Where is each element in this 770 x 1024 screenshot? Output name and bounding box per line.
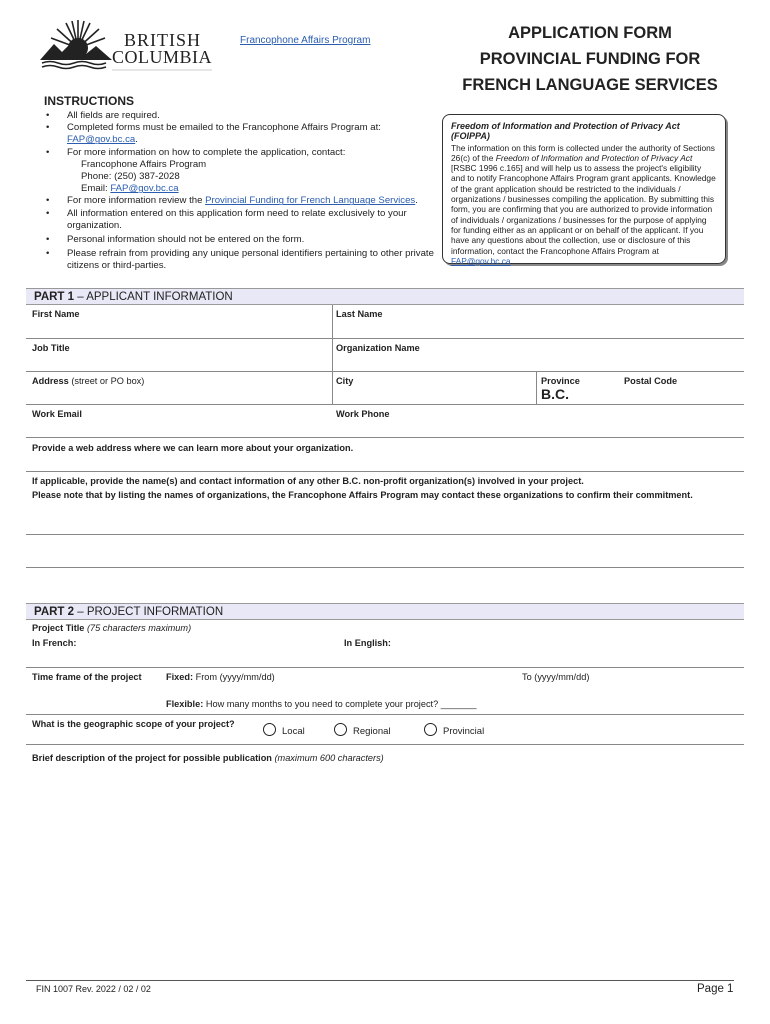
flexible-label-text: Flexible: [166, 699, 204, 709]
foippa-heading: Freedom of Information and Protection of Privacy Act (FOIPPA) [451, 121, 680, 142]
other-orgs-field[interactable] [30, 505, 740, 565]
divider [26, 437, 744, 438]
contact-email [44, 183, 434, 195]
city-field[interactable] [336, 388, 532, 402]
instruction-text: Please refrain from providing any unique personal identifiers pertaining to other private citizens or third-parties. [67, 248, 434, 272]
instruction-text: All fields are required. [67, 110, 160, 121]
province-label: Province [541, 376, 580, 386]
divider [332, 305, 333, 405]
contact-name [44, 159, 434, 171]
postal-code-label: Postal Code [624, 376, 678, 386]
job-title-field[interactable] [30, 355, 328, 369]
scope-provincial-radio[interactable] [424, 723, 437, 736]
part1-num: PART 1 [34, 291, 75, 303]
instruction-item: • For more information review the Provincial Funding for French Language Services. [44, 195, 434, 207]
scope-regional-label: Regional [353, 726, 391, 737]
address-hint: (street or PO box) [68, 376, 145, 386]
divider [26, 714, 744, 715]
logo-text-columbia: COLUMBIA [112, 47, 213, 67]
instruction-item [44, 208, 434, 232]
work-phone-label: Work Phone [336, 409, 390, 419]
fixed-label-text: Fixed: [166, 672, 194, 682]
fixed-to-label: To (yyyy/mm/dd) [522, 672, 590, 682]
title-line-1: APPLICATION FORM [508, 24, 672, 42]
contact-email-label: Email: [81, 183, 111, 195]
page-number: Page 1 [697, 983, 734, 995]
brief-desc-label-text: Brief description of the project for possible publication [32, 753, 272, 763]
title-line-3: FRENCH LANGUAGE SERVICES [462, 76, 718, 94]
address-label [32, 376, 144, 386]
brief-desc-field[interactable] [30, 768, 740, 968]
divider [26, 404, 744, 405]
foippa-text-post: [RSBC 1996 c.165] and will help us to assess the project's eligibility and to notify Francophone Affairs Program grant applicants. Knowledge of the grant application should be restricted to the individuals / organizations / businesses compiling the application. By submitting this form, you are confirming that you are authorized to provide information of individuals / organizations / businesses for the purpose of applying for funding either as an applicant or on behalf of the applicant. If you have any questions about the collection, use or disclosure of this information, contact the Francophone Affairs Program at [451, 163, 716, 256]
foippa-email-link[interactable]: FAP@gov.bc.ca [451, 255, 511, 266]
web-address-label: Provide a web address where we can learn more about your organization. [32, 443, 354, 453]
work-email-label: Work Email [32, 409, 82, 419]
contact-name-text: Francophone Affairs Program [81, 158, 207, 170]
funding-info-link[interactable]: Provincial Funding for French Language Services [205, 195, 416, 207]
web-address-field[interactable] [30, 455, 740, 469]
address-field[interactable] [30, 388, 328, 402]
instruction-text: For more information on how to complete the application, contact: [67, 146, 346, 158]
scope-question: What is the geographic scope of your project? [32, 719, 235, 729]
project-title-label-text: Project Title [32, 623, 85, 633]
instruction-text: All information entered on this application form need to relate exclusively to your organization. [67, 207, 407, 231]
instruction-item [44, 110, 434, 122]
last-name-field[interactable] [336, 322, 740, 336]
foippa-act-name: Freedom of Information and Protection of Privacy Act [495, 152, 693, 163]
city-label: City [336, 376, 354, 386]
part2-title: – PROJECT INFORMATION [74, 606, 224, 618]
title-english-field[interactable] [344, 650, 740, 664]
contact-phone-text: Phone: (250) 387-2028 [81, 171, 180, 183]
form-title [440, 20, 740, 98]
first-name-label: First Name [32, 309, 80, 319]
brief-desc-hint: (maximum 600 characters) [274, 753, 384, 763]
divider [26, 567, 744, 568]
contact-email-link[interactable]: FAP@gov.bc.ca [110, 183, 179, 195]
last-name-label: Last Name [336, 309, 383, 319]
part1-title: – APPLICANT INFORMATION [74, 291, 233, 303]
fixed-from-label: From (yyyy/mm/dd) [195, 672, 275, 682]
scope-regional-radio[interactable] [334, 723, 347, 736]
foippa-text [451, 143, 717, 267]
time-frame-label: Time frame of the project [32, 672, 142, 682]
divider [536, 372, 537, 405]
foippa-box [442, 114, 726, 264]
province-value: B.C. [541, 386, 569, 402]
to-date-field[interactable] [600, 670, 740, 684]
other-orgs-note: Please note that by listing the names of organizations, the Francophone Affairs Program may contact these organizations to confirm their commitment. [32, 490, 693, 500]
flexible-label [166, 699, 477, 709]
months-field[interactable] [452, 697, 490, 711]
fixed-label [166, 672, 275, 682]
scope-local-radio[interactable] [263, 723, 276, 736]
org-name-label: Organization Name [336, 343, 420, 353]
first-name-field[interactable] [30, 322, 328, 336]
scope-provincial-label: Provincial [443, 726, 485, 737]
foippa-end: . [510, 255, 513, 266]
title-french-field[interactable] [30, 650, 336, 664]
org-name-field[interactable] [336, 355, 740, 369]
other-orgs-label: If applicable, provide the name(s) and contact information of any other B.C. non-profit organization(s) involved in your project. [32, 476, 584, 486]
brief-desc-label [32, 753, 384, 763]
job-title-label: Job Title [32, 343, 70, 353]
instruction-item [44, 234, 434, 246]
flexible-question: How many months to you need to complete your project? _______ [205, 699, 477, 709]
instruction-text: Personal information should not be entered on the form. [67, 234, 305, 246]
postal-code-field[interactable] [624, 388, 740, 402]
in-french-label: In French: [32, 638, 77, 648]
instruction-item [44, 248, 434, 272]
divider [26, 667, 744, 668]
scope-local-label: Local [282, 726, 305, 737]
instructions-list [44, 110, 434, 273]
contact-phone [44, 171, 434, 183]
program-link[interactable]: Francophone Affairs Program [240, 35, 371, 46]
form-id: FIN 1007 Rev. 2022 / 02 / 02 [36, 984, 151, 994]
instructions-heading: INSTRUCTIONS [44, 94, 134, 108]
project-title-hint: (75 characters maximum) [84, 623, 192, 633]
instruction-text: Completed forms must be emailed to the Francophone Affairs Program at: [67, 122, 381, 134]
part1-header [26, 288, 744, 305]
divider [26, 371, 744, 372]
project-title-label [32, 623, 191, 633]
in-english-label: In English: [344, 638, 391, 648]
part2-num: PART 2 [34, 606, 75, 618]
instruction-item [44, 147, 434, 159]
footer-line [26, 980, 734, 981]
foippa-text-pre: The information on this form is collected under the authority of Sections 26(c) of the [451, 142, 715, 163]
title-line-2: PROVINCIAL FUNDING FOR [479, 50, 701, 68]
from-date-field[interactable] [290, 670, 510, 684]
fap-email-link[interactable]: FAP@gov.bc.ca [67, 134, 136, 146]
address-label-text: Address [32, 376, 69, 386]
work-email-field[interactable] [30, 421, 328, 435]
work-phone-field[interactable] [336, 421, 740, 435]
divider [26, 744, 744, 745]
instruction-item: • Completed forms must be emailed to the Francophone Affairs Program at: FAP@gov.bc.ca. [44, 122, 434, 146]
logo-text-british: BRITISH [124, 30, 202, 50]
instruction-text: For more information review the [67, 195, 206, 207]
divider [26, 471, 744, 472]
divider [26, 338, 744, 339]
part2-header [26, 603, 744, 620]
